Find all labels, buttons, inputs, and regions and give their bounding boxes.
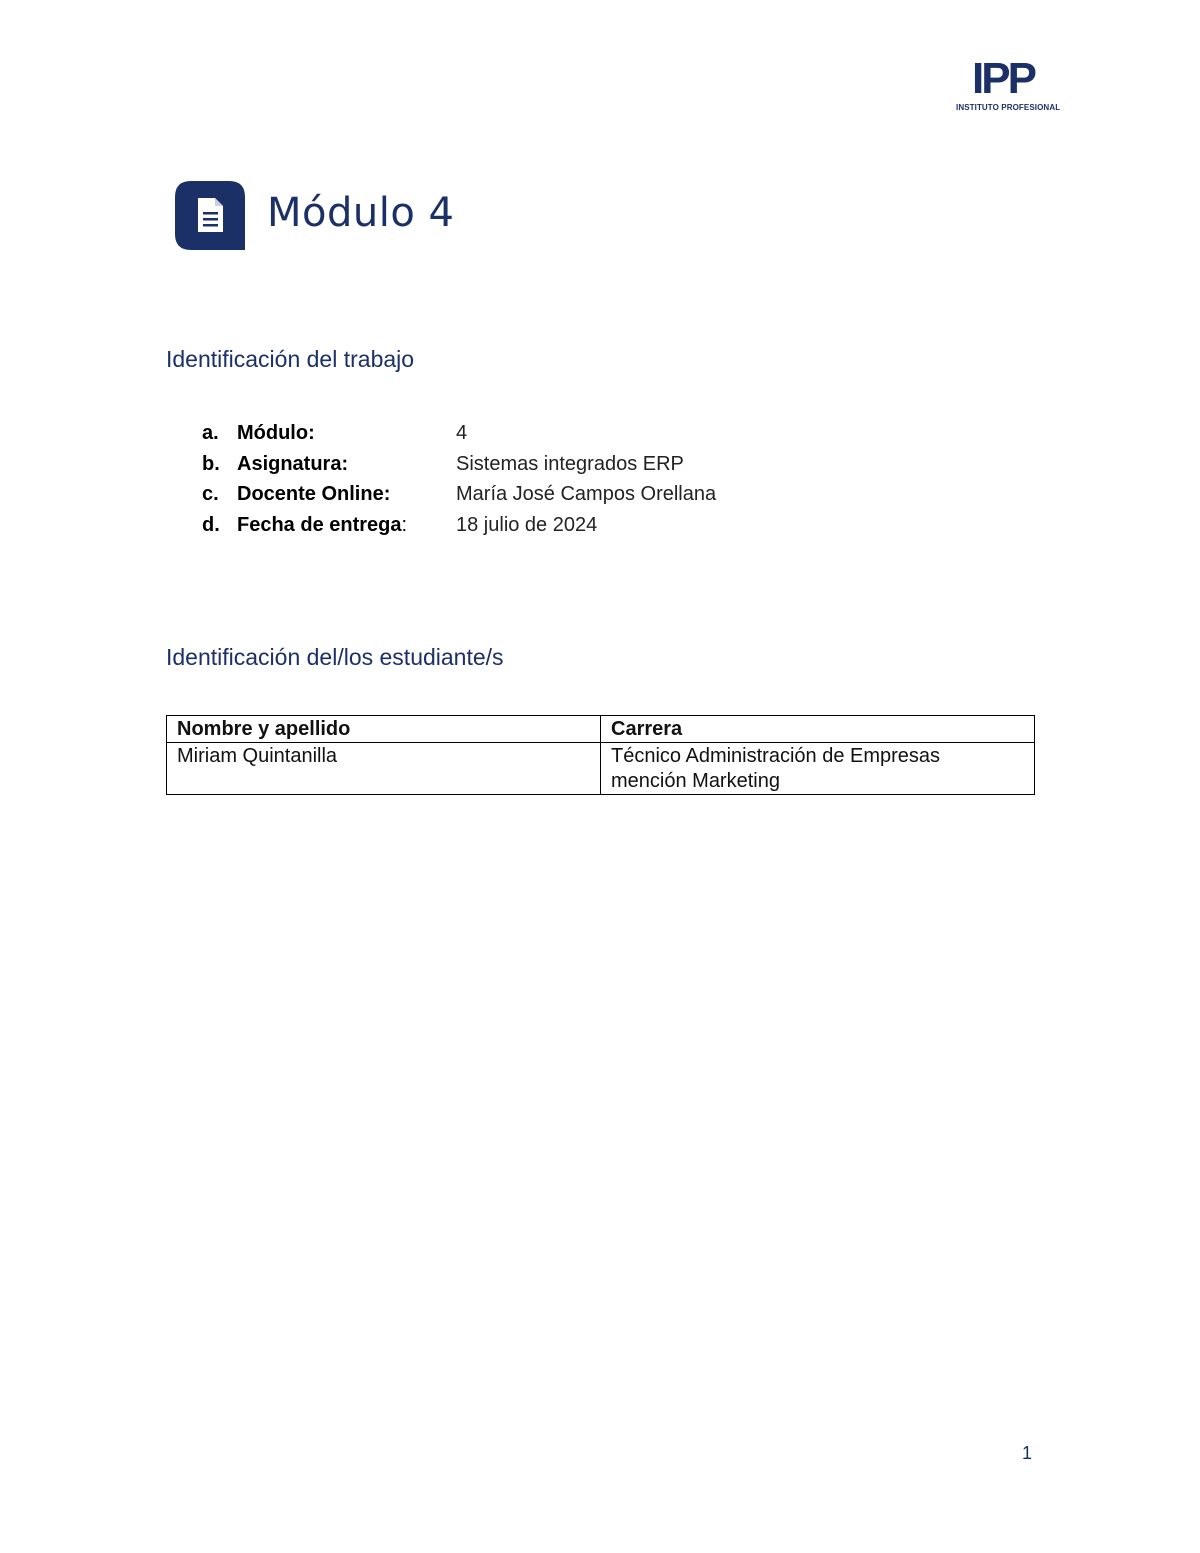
item-label-wrapper (237, 513, 407, 537)
item-value: María José Campos Orellana (456, 483, 717, 505)
students-identification-heading: Identificación del/los estudiante/s (166, 644, 504, 670)
table-row (167, 743, 1035, 795)
item-label: Asignatura: (237, 452, 349, 475)
table-header-row (167, 716, 1035, 743)
students-table (166, 715, 1035, 795)
document-icon (175, 181, 245, 250)
work-identification-heading: Identificación del trabajo (166, 346, 415, 372)
item-label: Módulo: (237, 422, 315, 444)
list-letter: b. (202, 452, 220, 475)
item-label: Docente Online: (237, 483, 391, 505)
logo-mark: IPP (972, 54, 1034, 103)
item-label: Fecha de entrega (237, 513, 402, 536)
student-name-cell: Miriam Quintanilla (167, 743, 601, 795)
item-value: Sistemas integrados ERP (456, 452, 684, 475)
student-career-cell (601, 743, 1035, 795)
page-number: 1 (1022, 1443, 1033, 1463)
list-letter: c. (202, 483, 219, 505)
module-title: Módulo 4 (267, 190, 455, 236)
logo-subtitle: INSTITUTO PROFESIONAL (956, 103, 1061, 112)
ipp-logo (954, 56, 1060, 116)
column-header-name: Nombre y apellido (167, 716, 601, 743)
list-letter: a. (202, 422, 219, 444)
column-header-career: Carrera (601, 716, 1035, 743)
item-label-colon: : (401, 513, 408, 536)
list-letter: d. (202, 513, 220, 536)
item-value: 18 julio de 2024 (456, 513, 598, 536)
career-line: Técnico Administración de Empresas (611, 745, 941, 767)
career-line: mención Marketing (611, 770, 780, 792)
item-value: 4 (456, 422, 468, 444)
